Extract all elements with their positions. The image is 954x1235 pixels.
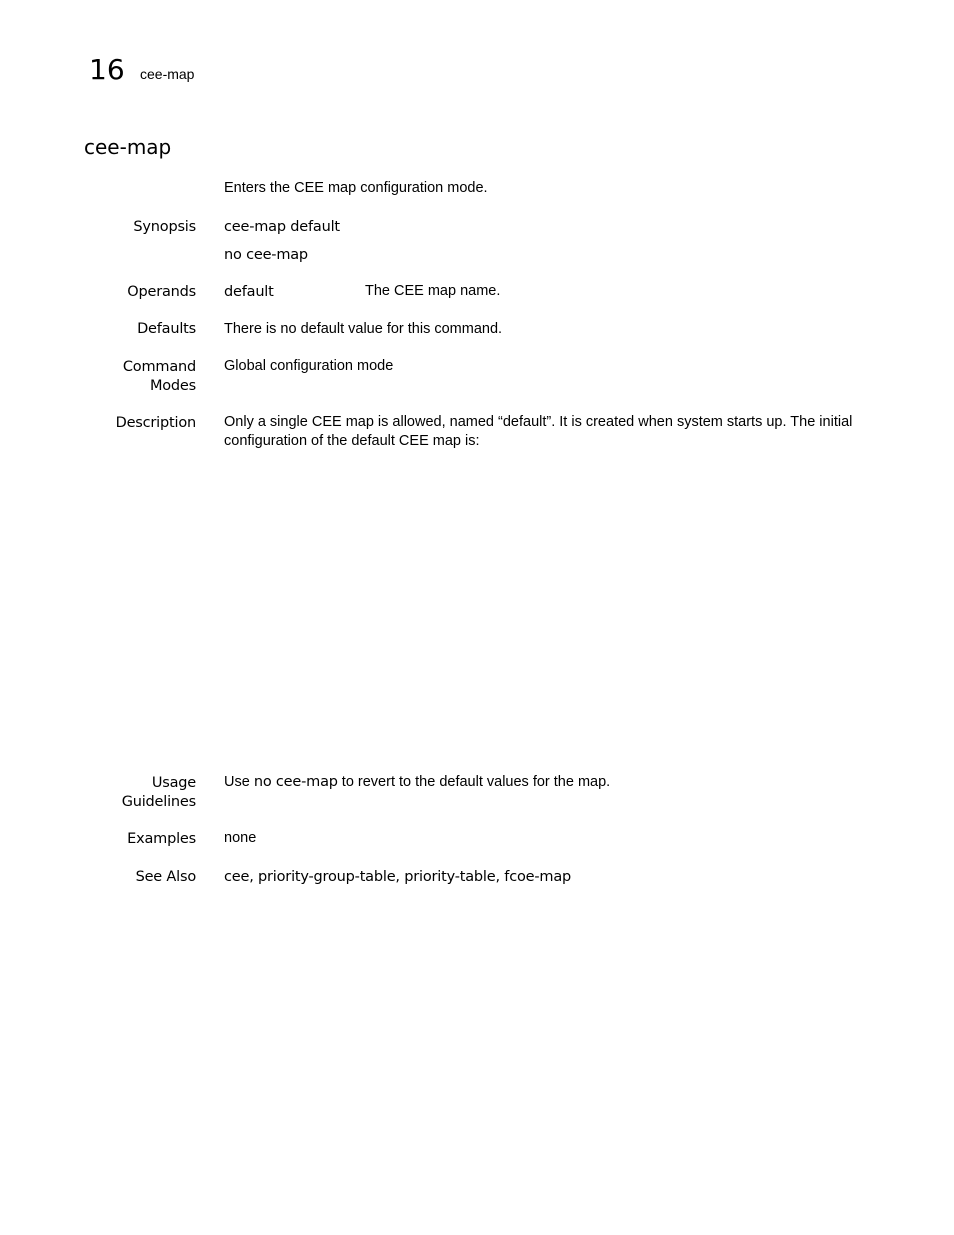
operand-description: The CEE map name. [365, 283, 501, 299]
defaults-text: There is no default value for this command. [224, 321, 503, 337]
label-see-also: See Also [135, 869, 196, 885]
command-title: cee-map [84, 135, 172, 159]
operand-name: default [224, 284, 274, 300]
command-modes-text: Global configuration mode [224, 358, 394, 374]
label-command-modes-line-2: Modes [149, 378, 196, 394]
label-command-modes-line-1: Command [122, 359, 196, 375]
description-text [224, 413, 874, 451]
label-description: Description [115, 415, 196, 431]
chapter-number: 16 [89, 53, 125, 86]
see-also-link-cee[interactable]: cee [224, 869, 250, 885]
synopsis-line-1: cee-map default [224, 219, 340, 235]
usage-text [224, 773, 874, 792]
label-examples: Examples [127, 831, 196, 847]
label-usage-line-2: Guidelines [121, 794, 196, 810]
command-summary: Enters the CEE map configuration mode. [224, 180, 488, 196]
examples-text: none [224, 830, 257, 846]
description-line-2: configuration of the default CEE map is: [224, 433, 480, 449]
label-defaults: Defaults [137, 321, 196, 337]
see-also-separator: , [395, 869, 405, 885]
see-also-link-priority-table-fcoe-map[interactable]: priority-table, fcoe-map [404, 869, 572, 885]
running-head: cee-map [140, 66, 195, 82]
see-also-separator: , [249, 869, 259, 885]
usage-suffix: to revert to the default values for the map. [337, 774, 611, 790]
label-command-modes [123, 358, 196, 396]
see-also-list [224, 868, 874, 887]
label-usage-guidelines [122, 774, 196, 812]
description-line-1: Only a single CEE map is allowed, named “default”. It is created when system starts up. The initial [224, 414, 853, 430]
synopsis-line-2: no cee-map [224, 247, 308, 263]
usage-prefix: Use [224, 774, 254, 790]
label-operands: Operands [127, 284, 196, 300]
usage-command: no cee-map [253, 774, 338, 790]
label-synopsis: Synopsis [133, 219, 196, 235]
label-usage-line-1: Usage [151, 775, 196, 791]
see-also-link-priority-group-table[interactable]: priority-group-table [258, 869, 396, 885]
